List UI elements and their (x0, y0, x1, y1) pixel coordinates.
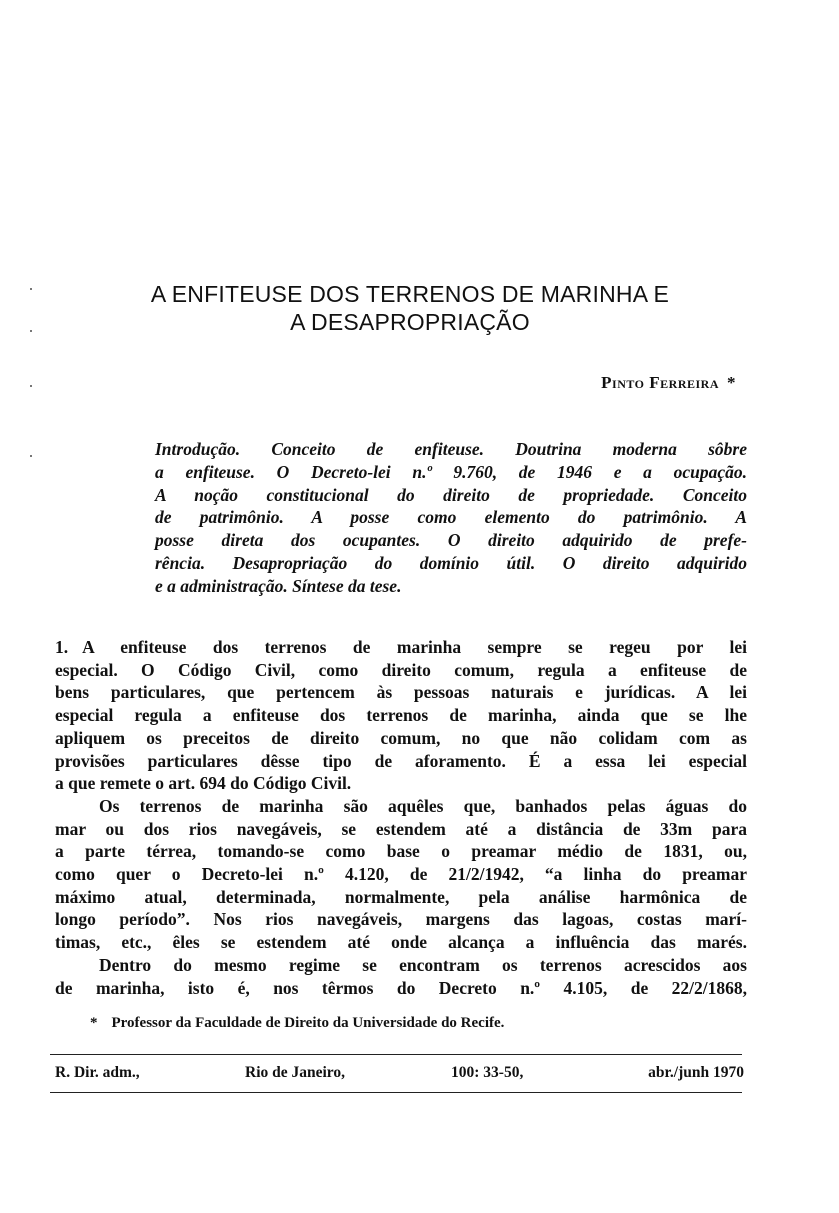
footnote-text: Professor da Faculdade de Direito da Universidade do Recife. (111, 1015, 505, 1031)
body-line: de marinha, isto é, nos têrmos do Decreto n.º 4.105, de 22/2/1868, (55, 977, 747, 998)
body-line: provisões particulares dêsse tipo de aforamento. É a essa lei especial (55, 750, 747, 771)
footnote (90, 1015, 504, 1032)
body-line: especial regula a enfiteuse dos terrenos de marinha, ainda que se lhe (55, 705, 747, 726)
body-line: Dentro do mesmo regime se encontram os terrenos acrescidos aos (99, 954, 747, 975)
journal-city: Rio de Janeiro, (245, 1064, 346, 1081)
article-title (60, 280, 760, 336)
body-line: apliquem os preceitos de direito comum, no que não colidam com as (55, 727, 747, 748)
author-footnote-marker: * (727, 373, 736, 392)
body-line: longo período”. Nos rios navegáveis, margens das lagoas, costas marí- (55, 909, 747, 930)
body-line: especial. O Código Civil, como direito comum, regula a enfiteuse de (55, 659, 747, 680)
body-line: a que remete o art. 694 do Código Civil. (55, 773, 352, 794)
author-name: Pinto Ferreira (601, 373, 719, 392)
summary-line: de patrimônio. A posse como elemento do patrimônio. A (155, 507, 747, 528)
margin-mark (30, 330, 32, 332)
body-line: timas, etc., êles se estendem até onde alcança a influência das marés. (55, 932, 747, 953)
footer-rule-top (50, 1054, 742, 1055)
journal-abbrev: R. Dir. adm., (55, 1064, 140, 1081)
body-line: máximo atual, determinada, normalmente, pela análise harmônica de (55, 886, 747, 907)
body-line: Os terrenos de marinha são aquêles que, banhados pelas águas do (99, 795, 747, 816)
article-summary (155, 438, 747, 598)
body-line: 1. A enfiteuse dos terrenos de marinha sempre se regeu por lei (55, 637, 747, 657)
summary-line: Introdução. Conceito de enfiteuse. Doutrina moderna sôbre (155, 439, 747, 459)
body-line: como quer o Decreto-lei n.º 4.120, de 21/2/1942, “a linha do preamar (55, 864, 747, 885)
paragraph-1 (55, 636, 747, 795)
journal-volume-pages: 100: 33-50, (451, 1064, 524, 1081)
body-line: mar ou dos rios navegáveis, se estendem até a distância de 33m para (55, 818, 747, 839)
body-line: a parte térrea, tomando-se como base o preamar médio de 1831, ou, (55, 841, 747, 862)
author-byline (601, 373, 736, 393)
summary-line: rência. Desapropriação do domínio útil. O direito adquirido (155, 552, 747, 573)
section-number: 1. (55, 637, 69, 657)
body-line: bens particulares, que pertencem às pessoas naturais e jurídicas. A lei (55, 682, 747, 703)
margin-mark (30, 288, 32, 290)
summary-line: e a administração. Síntese da tese. (155, 575, 402, 596)
title-line-1: A ENFITEUSE DOS TERRENOS DE MARINHA E (150, 281, 670, 307)
summary-line: a enfiteuse. O Decreto-lei n.º 9.760, de 1946 e a ocupação. (155, 461, 747, 482)
paragraph-2 (55, 795, 747, 954)
paragraph-3 (55, 954, 747, 999)
article-body (55, 636, 747, 999)
footer-rule-bottom (50, 1092, 742, 1093)
margin-mark (30, 455, 32, 457)
footnote-marker: * (90, 1015, 98, 1031)
title-line-2: A DESAPROPRIAÇÃO (290, 309, 530, 335)
journal-period: abr./junh 1970 (648, 1064, 744, 1081)
summary-line: A noção constitucional do direito de propriedade. Conceito (155, 484, 747, 505)
summary-line: posse direta dos ocupantes. O direito adquirido de prefe- (155, 530, 747, 551)
margin-mark (30, 385, 32, 387)
